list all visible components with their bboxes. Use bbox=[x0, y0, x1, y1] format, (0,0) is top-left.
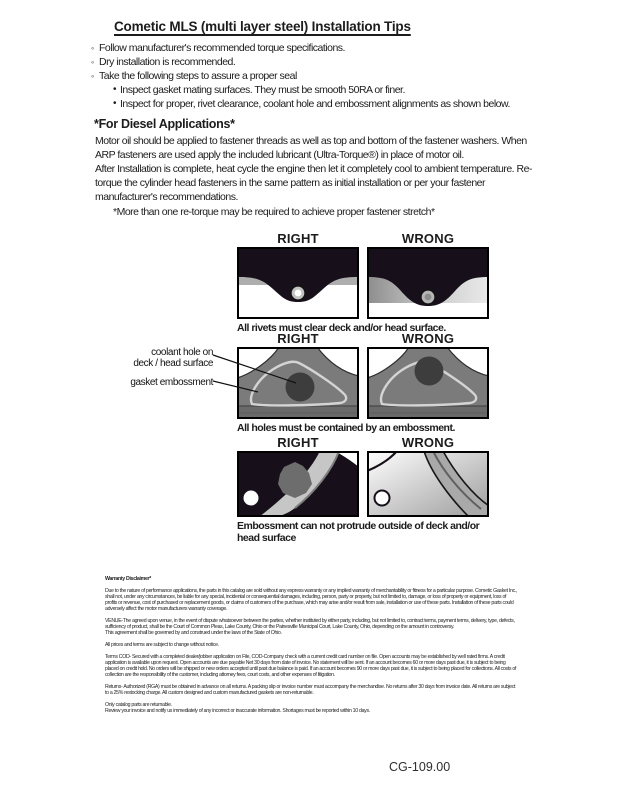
wrong-label: WRONG bbox=[401, 331, 455, 346]
legal-paragraph: This agreement shall be governed by and construed under the laws of the State of Ohio. bbox=[105, 630, 282, 636]
wrong-label: WRONG bbox=[401, 435, 455, 450]
bullet-icon: • bbox=[113, 98, 117, 109]
legal-paragraph: VENUE-The agreed upon venue, in the event of dispute whatsoever between the parties, whether instituted by either party, including, but not limited to, contract terms, payment terms, delivery, type, defects, sufficiency of product, shall be the Court of Common Pleas, Lake County, Ohio or the Painesville Municipal Court, Lake County, Ohio, depending on the amount in controversy. bbox=[105, 618, 515, 630]
protrusion-right-diagram bbox=[237, 451, 359, 517]
list-item bbox=[91, 69, 561, 83]
figure-embossment-protrusion bbox=[237, 435, 489, 544]
diesel-applications-heading: *For Diesel Applications* bbox=[94, 117, 235, 131]
bullet-icon: • bbox=[113, 84, 117, 95]
list-item bbox=[91, 55, 561, 69]
legal-paragraph: Review your invoice and notify us immediately of any incorrect or inaccurate information. Shortages must be reported within 10 days. bbox=[105, 708, 370, 714]
figure-caption: Embossment can not protrude outside of deck and/or head surface bbox=[237, 520, 480, 544]
figure-caption: All rivets must clear deck and/or head surface. bbox=[237, 322, 446, 334]
protrusion-wrong-diagram bbox=[367, 451, 489, 517]
retorque-note: *More than one re-torque may be required to achieve proper fastener stretch* bbox=[113, 206, 435, 218]
legal-paragraph: All prices and terms are subject to change without notice. bbox=[105, 642, 219, 648]
legal-paragraph: Terms COD- Secured with a completed dealer/jobber application on File, COD-Company check with a current credit card number on file. Open accounts may be established by well rated firms. A credit application is available upon request. Open accounts are due payable Net 30 days from date of invoice. No statement will be sent. If an account becomes 60 or more days past due, it is subject to being placed on credit hold. No orders will be shipped or new orders accepted until past due balance is paid. If an account becomes 90 or more days past due, it is subject to being placed for collections. All costs of collection are the responsibility of the customer, including attorney fees, court costs, and other expenses of litigation. bbox=[105, 654, 517, 678]
legal-paragraph: Only catalog parts are returnable. bbox=[105, 702, 172, 708]
embossment-wrong-diagram bbox=[367, 347, 489, 419]
diesel-paragraph-2: After Installation is complete, heat cycle the engine then let it completely cool to ambient temperature. Re-torque the cylinder head fasteners in the same pattern as initial installation or per your fastener manufacturer's recommendations. bbox=[95, 163, 532, 203]
tip-text: Inspect gasket mating surfaces. They must be smooth 50RA or finer. bbox=[120, 84, 405, 96]
warranty-disclaimer-block bbox=[105, 576, 519, 720]
diesel-paragraph-1: Motor oil should be applied to fastener threads as well as top and bottom of the fastener washers. When ARP fasteners are used apply the included lubricant (Ultra-Torque®) in place of motor oil. bbox=[95, 135, 527, 161]
annotation-leader-lines bbox=[210, 350, 305, 398]
open-bullet-icon: ◦ bbox=[91, 43, 94, 53]
gasket-embossment-label: gasket embossment bbox=[130, 377, 213, 388]
wrong-label: WRONG bbox=[401, 231, 455, 246]
open-bullet-icon: ◦ bbox=[91, 57, 94, 67]
legal-paragraph: Due to the nature of performance applications, the parts in this catalog are sold without any express warranty or any implied warranty of merchantability or fitness for a particular purpose. Cometic Gasket Inc., shall not, under any circumstances, be liable for any special, incidental or consequential damages, including, person, party or property, but not limited to, damage, or loss of property or equipment, loss of profits or revenue, cost of purchased or replacement goods, or claims of customers of the purchase, which may arise and/or result from sale, installation or use of these parts. Installation of these parts could adversely affect the motor manufacturers warranty coverage. bbox=[105, 588, 518, 612]
legal-paragraph: Returns- Authorized (RGA) must be obtained in advance on all returns. A packing slip or invoice number must accompany the merchandise. No returns after 30 days from invoice date. All returns are subject to a 25% restocking charge. All custom designed and custom manufactured gaskets are non-returnable. bbox=[105, 684, 516, 696]
tip-text: Take the following steps to assure a proper seal bbox=[99, 70, 297, 82]
list-item bbox=[91, 41, 561, 55]
coolant-hole-label: coolant hole on deck / head surface bbox=[133, 347, 213, 369]
open-bullet-icon: ◦ bbox=[91, 71, 94, 81]
figure-rivet-clearance bbox=[237, 231, 489, 334]
figure-caption: All holes must be contained by an embossment. bbox=[237, 422, 455, 434]
right-label: RIGHT bbox=[277, 231, 319, 246]
rivet-right-diagram bbox=[237, 247, 359, 319]
page-title: Cometic MLS (multi layer steel) Installation Tips bbox=[114, 19, 411, 34]
list-item bbox=[113, 97, 561, 111]
rivet-wrong-diagram bbox=[367, 247, 489, 319]
tip-text: Follow manufacturer's recommended torque specifications. bbox=[99, 42, 345, 54]
page-code: CG-109.00 bbox=[389, 760, 451, 774]
right-label: RIGHT bbox=[277, 435, 319, 450]
tip-text: Dry installation is recommended. bbox=[99, 56, 236, 68]
warranty-disclaimer-heading: Warranty Disclaimer* bbox=[105, 576, 151, 582]
tip-text: Inspect for proper, rivet clearance, coolant hole and embossment alignments as shown below. bbox=[120, 98, 510, 110]
list-item bbox=[113, 83, 561, 97]
right-label: RIGHT bbox=[277, 331, 319, 346]
installation-tips-list bbox=[91, 41, 561, 111]
